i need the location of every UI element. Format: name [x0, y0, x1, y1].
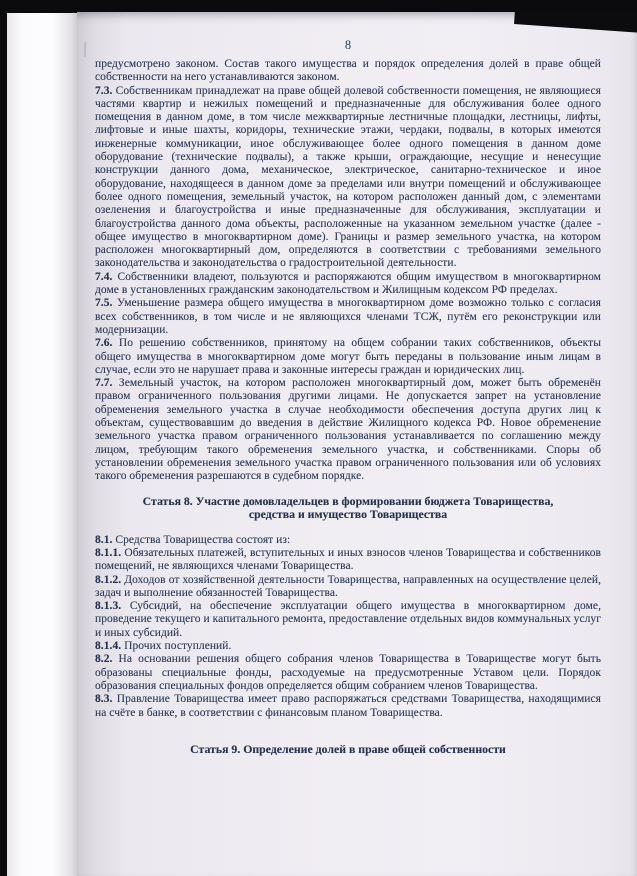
clause-number: 8.2.	[95, 653, 113, 666]
page-number: 8	[344, 38, 352, 52]
document-body	[95, 58, 601, 756]
clause-number: 8.3.	[95, 693, 113, 706]
clause-paragraph: 7.4. Собственники владеют, пользуются и распоряжаются общим имуществом в многоквартирном доме в установленных гражданским законодательством и Жилищным кодексом РФ пределах.	[95, 270, 601, 297]
clause-paragraph: предусмотрено законом. Состав такого имущества и порядок определения долей в праве общей собственности на него устанавливаются законом.	[95, 58, 601, 84]
clause-paragraph: 7.5. Уменьшение размера общего имущества в многоквартирном доме возможно только с согласия всех собственников, в том числе и не являющихся членами ТСЖ, путём его реконструкции или модернизации.	[95, 297, 601, 336]
clause-paragraph: 7.7. Земельный участок, на котором расположен многоквартирный дом, может быть обременён правом ограниченного пользования другими лицами. Не допускается запрет на установление обременения земельного участка в случае необходимости обеспечения доступа других лиц к объектам, существовавшим до введения в действие Жилищного кодекса РФ. Новое обременение земельного участка правом ограниченного пользования устанавливается по соглашению между лицом, требующим такого обременения земельного участка, и собственниками. Споры об установлении обременения земельного участка правом ограниченного пользования или об условиях такого обременения разрешаются в судебном порядке.	[95, 377, 601, 483]
clause-number: 7.7.	[95, 377, 113, 390]
clause-paragraph: 7.6. По решению собственников, принятому на общем собрании таких собственников, объекты общего имущества в многоквартирном доме могут быть переданы в пользование иным лицам в случае, если это не нарушает права и законные интересы граждан и юридических лиц.	[95, 337, 601, 376]
article-heading: Статья 9. Определение долей в праве общей собственности	[190, 741, 506, 756]
clause-paragraph: 8.1.3. Субсидий, на обеспечение эксплуатации общего имущества в многоквартирном доме, проведение текущего и капитального ремонта, предоставление отдельных видов коммунальных услуг и иных субсидий.	[95, 600, 601, 639]
clause-number: 8.1.2.	[95, 573, 122, 586]
clause-paragraph: 8.2. На основании решения общего собрания членов Товарищества в Товариществе могут быть образованы специальные фонды, расходуемые на предусмотренные Уставом цели. Порядок образования специальных фондов определяется общим собранием членов Товарищества.	[95, 653, 601, 692]
clause-paragraph: 8.1.4. Прочих поступлений.	[95, 640, 232, 653]
clause-paragraph: 8.1.1. Обязательных платежей, вступительных и иных взносов членов Товарищества и собственников помещений, не являющихся членами Товарищества.	[95, 546, 601, 573]
clause-paragraph: 7.3. Собственникам принадлежат на праве общей долевой собственности помещения, не являющиеся частями квартир и нежилых помещений и предназначенные для обслуживания более одного помещения в данном доме, в том числе межквартирные лестничные площадки, лестницы, лифты, лифтовые и иные шахты, коридоры, технические этажи, чердаки, подвалы, в которых имеются инженерные коммуникации, иное обслуживающее более одного помещения в данном доме оборудование (технические подвалы), а также крыши, ограждающие, несущие и ненесущие конструкции данного дома, механическое, электрическое, санитарно-техническое и иное оборудование, находящееся в данном доме за пределами или внутри помещений и обслуживающее более одного помещения, земельный участок, на котором расположен данный дом, с элементами озеленения и благоустройства и иные предназначенные для обслуживания, эксплуатации и благоустройства данного дома объекты, расположенные на указанном земельном участке (далее - общее имущество в многоквартирном доме). Границы и размер земельного участка, на котором расположен многоквартирный дом, определяются в соответствии с требованиями земельного законодательства и законодательства о градостроительной деятельности.	[95, 84, 601, 270]
document-content	[95, 12, 601, 768]
article-heading: Статья 8. Участие домовладельцев в формировании бюджета Товарищества, средства и имущество Товарищества	[142, 493, 554, 522]
clause-paragraph: 8.3. Правление Товарищества имеет право распоряжаться средствами Товарищества, находящимися на счёте в банке, в соответствии с финансовым планом Товарищества.	[95, 693, 601, 719]
clause-number: 7.4.	[95, 270, 113, 283]
clause-paragraph: 8.1.2. Доходов от хозяйственной деятельности Товарищества, направленных на осуществление целей, задач и выполнение обязанностей Товарищества.	[95, 573, 601, 599]
document-page	[77, 12, 637, 876]
clause-number: 8.1.4.	[95, 640, 122, 653]
clause-paragraph: 8.1. Средства Товарищества состоят из:	[95, 533, 291, 546]
clause-number: 7.5.	[95, 297, 113, 310]
clause-number: 8.1.1.	[95, 546, 122, 559]
clause-number: 8.1.	[95, 533, 113, 546]
page-stack-edge	[7, 13, 77, 876]
clause-number: 7.6.	[95, 337, 113, 350]
clause-number: 8.1.3.	[95, 600, 122, 613]
clause-number: 7.3.	[95, 84, 113, 97]
